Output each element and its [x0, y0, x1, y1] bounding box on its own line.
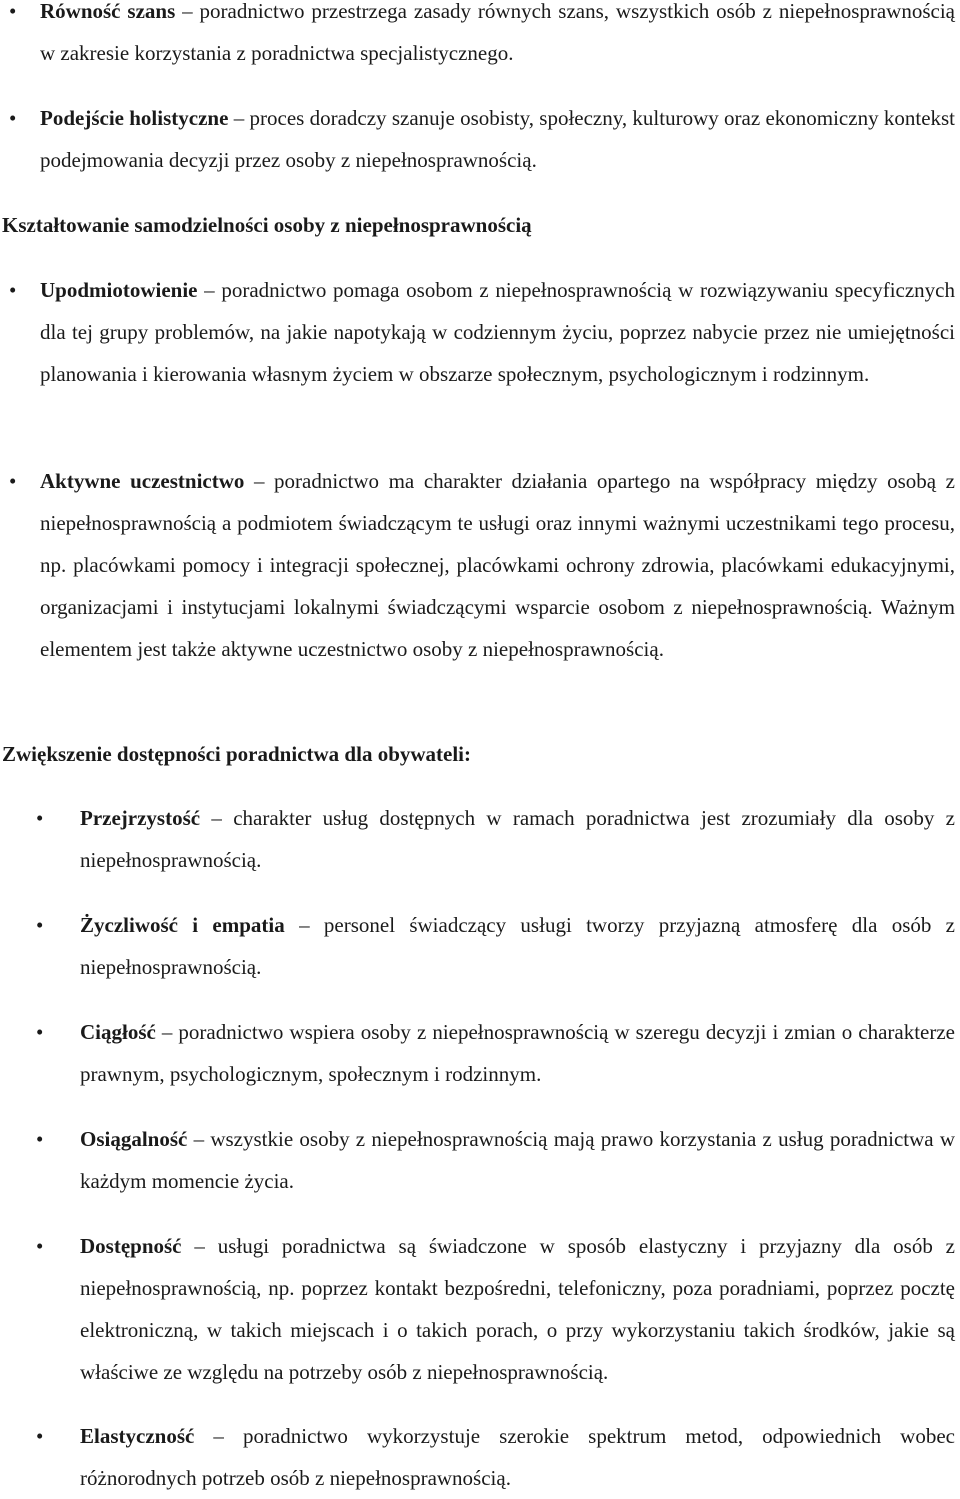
- bullet-icon: •: [9, 0, 17, 23]
- dash: –: [197, 278, 222, 302]
- dash: –: [244, 469, 275, 493]
- list-item: [9, 97, 956, 181]
- bullet-icon: •: [9, 106, 17, 130]
- bullet-icon: •: [36, 913, 44, 937]
- dash: –: [187, 1127, 211, 1151]
- list-item: [36, 1118, 956, 1202]
- item-text: wszystkie osoby z niepełnosprawnością mają prawo korzystania z usług poradnictwa w każdym momencie życia.: [80, 1127, 956, 1193]
- item-text: usługi poradnictwa są świadczone w sposób elastyczny i przyjazny dla osób z niepełnosprawnością, np. poprzez kontakt bezpośredni, telefoniczny, poza poradniami, poprzez pocztę elektroniczną, w takich miejscach i o takich porach, o przy wykorzystaniu takich środków, jakie są właściwe ze względu na potrzeby osób z niepełnosprawnością.: [80, 1234, 956, 1384]
- list-item: [36, 797, 955, 881]
- item-text: poradnictwo wykorzystuje szerokie spektrum metod, odpowiednich wobec różnorodnych potrzeb osób z niepełnosprawnością.: [80, 1424, 955, 1490]
- bullet-icon: •: [36, 1020, 44, 1044]
- item-text: poradnictwo wspiera osoby z niepełnosprawnością w szeregu decyzji i zmian o charakterze prawnym, psychologicznym, społecznym i rodzinnym.: [80, 1020, 955, 1086]
- dash: –: [194, 1424, 243, 1448]
- list-item: [36, 904, 956, 988]
- dash: –: [175, 0, 200, 23]
- item-term: Aktywne uczestnictwo: [40, 469, 245, 493]
- bullet-icon: •: [36, 806, 44, 830]
- dash: –: [155, 1020, 179, 1044]
- section-heading: Zwiększenie dostępności poradnictwa dla obywateli:: [2, 742, 472, 766]
- dash: –: [284, 913, 324, 937]
- dash: –: [181, 1234, 218, 1258]
- item-term: Osiągalność: [80, 1127, 188, 1151]
- item-text: poradnictwo pomaga osobom z niepełnosprawnością w rozwiązywaniu specyficznych dla tej grupy problemów, na jakie napotykają w codziennym życiu, poprzez nabycie przez nie umiejętności planowania i kierowania własnym życiem w obszarze społecznym, psychologicznym i rodzinnym.: [40, 278, 956, 386]
- item-text: personel świadczący usługi tworzy przyjazną atmosferę dla osób z niepełnosprawnością.: [80, 913, 956, 979]
- item-term: Życzliwość i empatia: [80, 913, 285, 937]
- bullet-icon: •: [36, 1234, 44, 1258]
- list-item: [36, 1225, 956, 1393]
- list-item: [36, 1415, 955, 1499]
- bullet-icon: •: [9, 469, 17, 493]
- item-term: Ciągłość: [80, 1020, 156, 1044]
- dash: –: [200, 806, 234, 830]
- list-item: [9, 269, 956, 395]
- item-term: Elastyczność: [80, 1424, 195, 1448]
- bullet-icon: •: [9, 278, 17, 302]
- item-term: Podejście holistyczne: [40, 106, 229, 130]
- item-term: Upodmiotowienie: [40, 278, 198, 302]
- bullet-icon: •: [36, 1424, 44, 1448]
- item-text: poradnictwo ma charakter działania opartego na współpracy między osobą z niepełnosprawnością a podmiotem świadczącym te usługi oraz innymi ważnymi uczestnikami tego procesu, np. placówkami pomocy i integracji społecznej, placówkami ochrony zdrowia, placówkami edukacyjnymi, organizacjami i instytucjami lokalnymi świadczącymi wsparcie osobom z niepełnosprawnością. Ważnym elementem jest także aktywne uczestnictwo osoby z niepełnosprawnością.: [40, 469, 955, 661]
- dash: –: [228, 106, 250, 130]
- item-term: Przejrzystość: [80, 806, 201, 830]
- section-heading: Kształtowanie samodzielności osoby z niepełnosprawnością: [2, 213, 532, 237]
- item-text: charakter usług dostępnych w ramach poradnictwa jest zrozumiały dla osoby z niepełnosprawnością.: [80, 806, 955, 872]
- item-text: poradnictwo przestrzega zasady równych szans, wszystkich osób z niepełnosprawnością w zakresie korzystania z poradnictwa specjalistycznego.: [40, 0, 955, 65]
- list-item: [36, 1011, 955, 1095]
- item-term: Dostępność: [80, 1234, 182, 1258]
- list-item: [9, 460, 955, 670]
- bullet-icon: •: [36, 1127, 44, 1151]
- list-item: [9, 0, 955, 74]
- item-term: Równość szans: [40, 0, 176, 23]
- item-text: proces doradczy szanuje osobisty, społeczny, kulturowy oraz ekonomiczny kontekst podejmowania decyzji przez osoby z niepełnosprawnością.: [40, 106, 956, 172]
